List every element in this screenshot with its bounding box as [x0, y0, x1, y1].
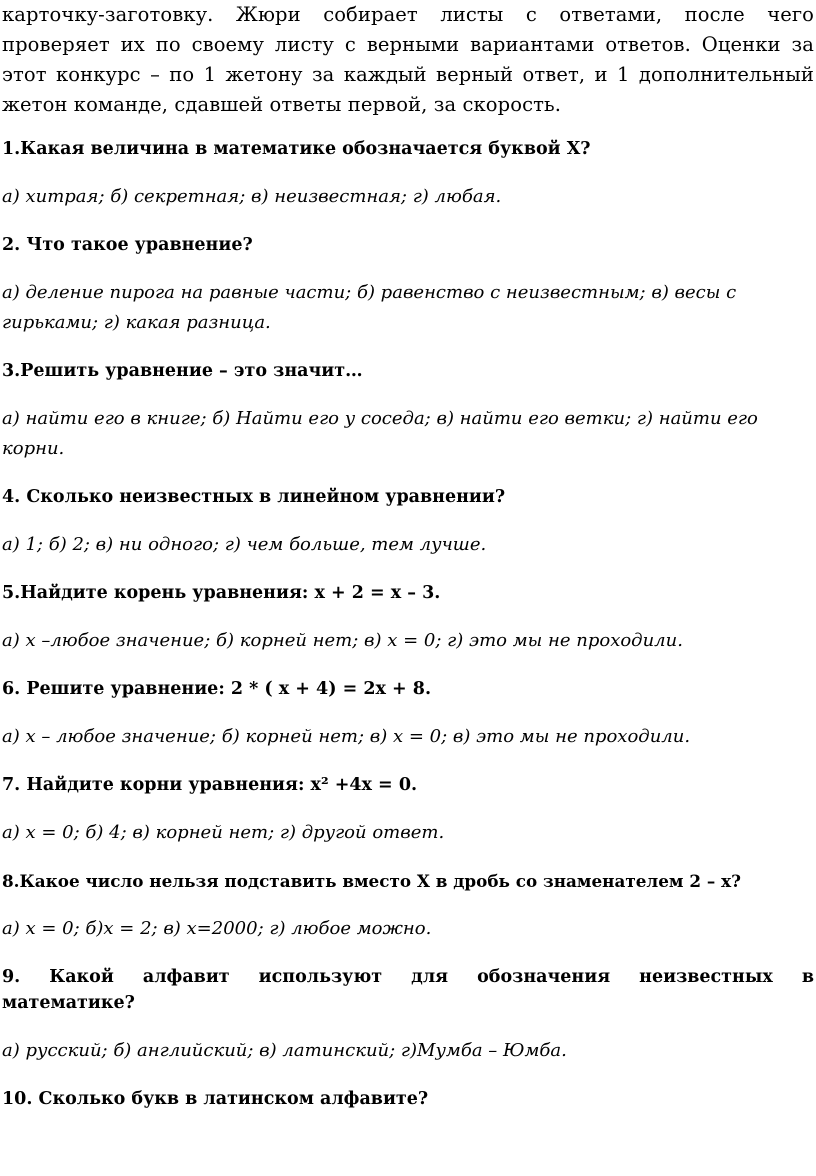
intro-paragraph: карточку-заготовку. Жюри собирает листы с ответами, после чего проверяет их по своему листу с верными вариантами ответов. Оценки за этот конкурс – по 1 жетону за каждый верный ответ, и 1 дополнительный жетон команде, сдавшей ответы первой, за скорость.	[2, 3, 814, 116]
question-block-2	[2, 232, 816, 338]
answer-options: а) х = 0; б) 4; в) корней нет; г) другой ответ.	[2, 822, 445, 843]
question-block-8	[2, 868, 816, 944]
question-block-1	[2, 136, 816, 212]
question-block-5	[2, 580, 816, 656]
question-text: 2. Что такое уравнение?	[2, 235, 253, 255]
answer-options: а) деление пирога на равные части; б) равенство с неизвестным; в) весы с гирьками; г) какая разница.	[2, 282, 737, 333]
question-block-6	[2, 676, 816, 752]
question-block-4	[2, 484, 816, 560]
answer-options: а) 1; б) 2; в) ни одного; г) чем больше, тем лучше.	[2, 534, 487, 555]
answer-options: а) х – любое значение; б) корней нет; в) х = 0; в) это мы не проходили.	[2, 726, 691, 747]
question-text: 3.Решить уравнение – это значит…	[2, 361, 363, 381]
question-block-10	[2, 1086, 816, 1112]
question-text: 8.Какое число нельзя подставить вместо Х в дробь со знаменателем 2 – х?	[2, 871, 741, 891]
question-block-3	[2, 358, 816, 464]
question-text: 5.Найдите корень уравнения: х + 2 = х – 3.	[2, 583, 441, 603]
question-text: 9. Какой алфавит используют для обозначения неизвестных в математике?	[2, 967, 814, 1013]
question-block-9	[2, 964, 816, 1066]
answer-options: а) хитрая; б) секретная; в) неизвестная; г) любая.	[2, 186, 502, 207]
question-text: 10. Сколько букв в латинском алфавите?	[2, 1089, 429, 1109]
question-block-7	[2, 772, 816, 848]
question-text: 7. Найдите корни уравнения: х² +4х = 0.	[2, 775, 418, 795]
question-text: 4. Сколько неизвестных в линейном уравнении?	[2, 487, 506, 507]
answer-options: а) найти его в книге; б) Найти его у соседа; в) найти его ветки; г) найти его корни.	[2, 408, 758, 459]
answer-options: а) х = 0; б)х = 2; в) х=2000; г) любое можно.	[2, 918, 432, 939]
answer-options: а) русский; б) английский; в) латинский; г)Мумба – Юмба.	[2, 1040, 567, 1061]
answer-options: а) х –любое значение; б) корней нет; в) х = 0; г) это мы не проходили.	[2, 630, 683, 651]
question-text: 6. Решите уравнение: 2 * ( х + 4) = 2х + 8.	[2, 679, 432, 699]
question-text: 1.Какая величина в математике обозначается буквой Х?	[2, 139, 591, 159]
